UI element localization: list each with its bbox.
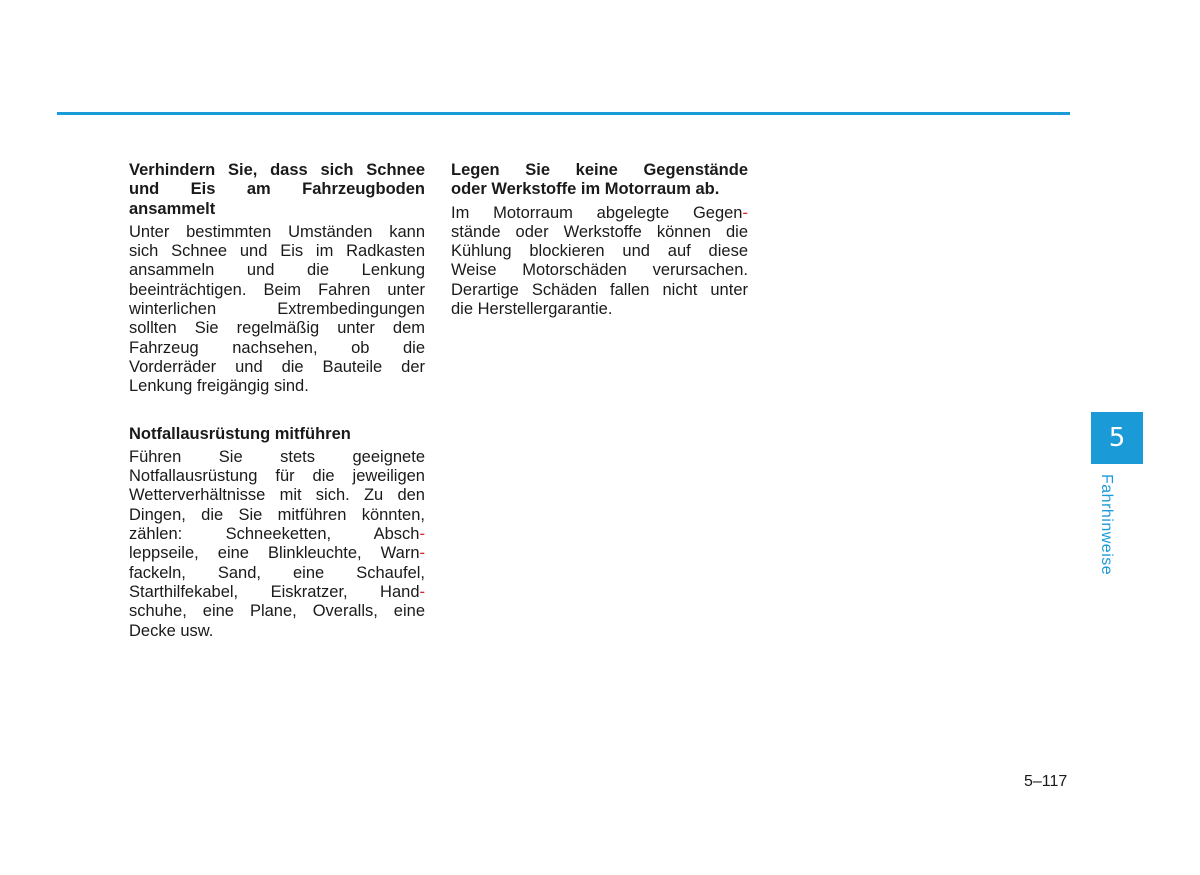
body-line: beeinträchtigen. Beim Fahren unter: [129, 280, 425, 299]
body-line: Vorderräder und die Bauteile der: [129, 357, 425, 376]
hyphen-mark: -: [419, 544, 425, 563]
body-line: winterlichen Extrembedingungen: [129, 300, 425, 319]
heading-line: Verhindern Sie, dass sich Schnee: [129, 161, 425, 179]
text-section: [129, 425, 425, 641]
section-body: [129, 223, 425, 397]
text-section: [129, 161, 425, 397]
heading-line: oder Werkstoffe im Motorraum ab.: [451, 180, 720, 199]
header-rule: [57, 112, 1070, 115]
heading-line: Notfallausrüstung mitführen: [129, 424, 351, 443]
body-line: Führen Sie stets geeignete: [129, 447, 425, 466]
body-line: Starthilfekabel, Eiskratzer, Hand-: [129, 582, 425, 601]
body-line: sollten Sie regelmäßig unter dem: [129, 319, 425, 338]
body-line: Dingen, die Sie mitführen könnten,: [129, 505, 425, 524]
body-line: fackeln, Sand, eine Schaufel,: [129, 563, 425, 582]
body-line: Im Motorraum abgelegte Gegen-: [451, 203, 748, 222]
body-line: die Herstellergarantie.: [451, 300, 613, 319]
body-line: Kühlung blockieren und auf diese: [451, 242, 748, 261]
right-column: [451, 161, 748, 347]
body-line: Weise Motorschäden verursachen.: [451, 261, 748, 280]
body-line: Notfallausrüstung für die jeweiligen: [129, 467, 425, 486]
body-line: Wetterverhältnisse mit sich. Zu den: [129, 486, 425, 505]
section-heading: [451, 161, 748, 200]
left-column: [129, 161, 425, 669]
chapter-number-tab: [1091, 412, 1143, 464]
section-heading: [129, 161, 425, 219]
heading-line: Legen Sie keine Gegenstände: [451, 161, 748, 179]
hyphen-mark: -: [742, 203, 748, 222]
body-line: Decke usw.: [129, 621, 214, 640]
page-number: 5–117: [1024, 773, 1068, 790]
section-body: [451, 204, 748, 320]
body-line: zählen: Schneeketten, Absch-: [129, 525, 425, 544]
chapter-label: Fahrhinweise: [1098, 474, 1115, 576]
section-heading: [129, 425, 425, 444]
body-line: leppseile, eine Blinkleuchte, Warn-: [129, 544, 425, 563]
body-line: Unter bestimmten Umständen kann: [129, 222, 425, 241]
heading-line: und Eis am Fahrzeugboden: [129, 180, 425, 199]
chapter-number: 5: [1108, 423, 1126, 453]
body-line: sich Schnee und Eis im Radkasten: [129, 242, 425, 261]
body-line: Lenkung freigängig sind.: [129, 377, 309, 396]
section-body: [129, 448, 425, 641]
text-section: [451, 161, 748, 319]
body-line: stände oder Werkstoffe können die: [451, 222, 748, 241]
heading-line: ansammelt: [129, 199, 216, 218]
body-line: ansammeln und die Lenkung: [129, 261, 425, 280]
hyphen-mark: -: [419, 582, 425, 601]
body-line: Derartige Schäden fallen nicht unter: [451, 280, 748, 299]
body-line: schuhe, eine Plane, Overalls, eine: [129, 602, 425, 621]
hyphen-mark: -: [419, 525, 425, 544]
body-line: Fahrzeug nachsehen, ob die: [129, 338, 425, 357]
